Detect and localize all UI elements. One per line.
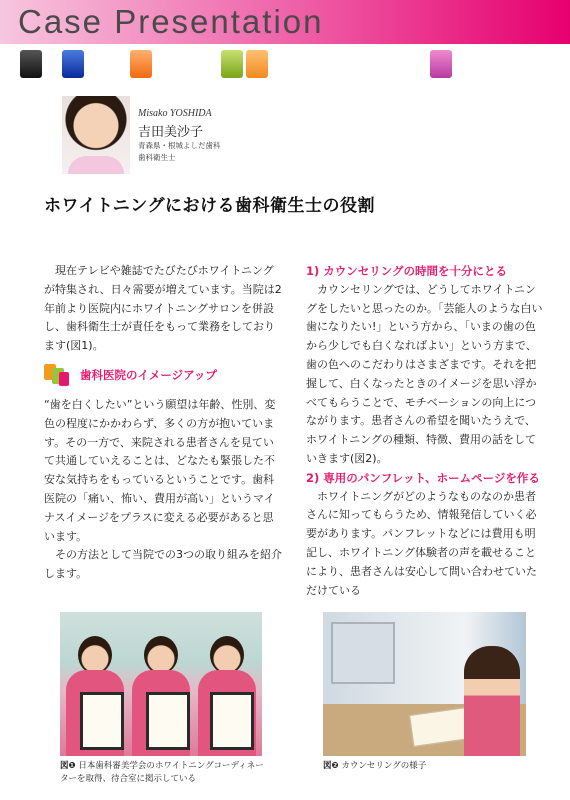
figure-1-caption — [60, 760, 270, 786]
color-swatch-orange-2 — [246, 50, 268, 78]
figure-2-caption — [323, 760, 533, 773]
body-paragraph: ホワイトニングがどのようなものなのか患者さんに知ってもらうため、情報発信していく必要があります。パンフレットなどには費用も明記し、ホワイトニング体験者の声を載せることにより、患者さんは安心して問い合わせていただけている — [306, 489, 537, 597]
color-swatch-blue — [62, 50, 84, 78]
author-portrait — [62, 96, 130, 174]
author-clinic: 青森県・根城よしだ歯科 — [138, 141, 221, 150]
figure-1-photo — [60, 612, 262, 756]
header-banner — [0, 0, 570, 44]
page-title: Case Presentation — [18, 3, 324, 40]
figure-2-number: 図❷ — [323, 761, 339, 771]
section-heading — [44, 362, 284, 388]
section-blocks-icon — [44, 364, 70, 386]
author-role: 歯科衛生士 — [138, 153, 176, 162]
figure-2-text: カウンセリングの様子 — [341, 761, 427, 771]
color-swatch-green — [221, 50, 243, 78]
right-column — [306, 262, 546, 600]
color-swatch-black — [20, 50, 42, 78]
figure-2-photo — [323, 612, 526, 756]
author-name-en: Misako YOSHIDA — [138, 108, 212, 119]
left-column — [44, 262, 284, 584]
color-swatch-orange — [130, 50, 152, 78]
body-paragraph: カウンセリングでは、どうしてホワイトニングをしたいと思ったのか。「芸能人のような白い歯になりたい!」という方から、「いまの歯の色から少しでも白くなればよい」という方まで、歯の色へのこだわりはさまざまです。それを把握して、白くなったときのイメージを思い浮かべてもらうことで、モチベーションの向上につながります。患者さんの希望を聞いたうえで、ホワイトニングの種類、特徴、費用の話をしていきます(図2)。 — [306, 282, 543, 465]
author-name-jp: 吉田美沙子 — [138, 125, 204, 140]
subheading-counseling: 1) カウンセリングの時間を十分にとる — [306, 264, 508, 278]
figure-1-text: 日本歯科審美学会のホワイトニングコーディネーターを取得、待合室に掲示している — [60, 761, 264, 784]
intro-paragraph: 現在テレビや雑誌でたびたびホワイトニングが特集され、日々需要が増えています。当院は2年前より医院内にホワイトニングサロンを併設し、歯科衛生士が責任をもって業務をしております(図1)。 — [44, 264, 282, 353]
body-paragraph: その方法として当院での3つの取り組みを紹介します。 — [44, 548, 282, 581]
figure-1-number: 図❶ — [60, 761, 76, 771]
article-title: ホワイトニングにおける歯科衛生士の役割 — [44, 196, 375, 216]
body-paragraph: “歯を白くしたい”という願望は年齢、性別、変色の程度にかかわらず、多くの方が抱いています。その一方で、来院される患者さんを見ていて共通していえることは、どなたも緊張した不安な気持ちをもっているということです。歯科医院の「痛い、怖い、費用が高い」というマイナスイメージをプラスに変える必要があると思います。 — [44, 397, 276, 543]
author-affiliation — [138, 140, 221, 164]
section-title: 歯科医院のイメージアップ — [80, 367, 217, 382]
color-swatch-pink — [430, 50, 452, 78]
subheading-pamphlet: 2) 専用のパンフレット、ホームページを作る — [306, 470, 540, 485]
